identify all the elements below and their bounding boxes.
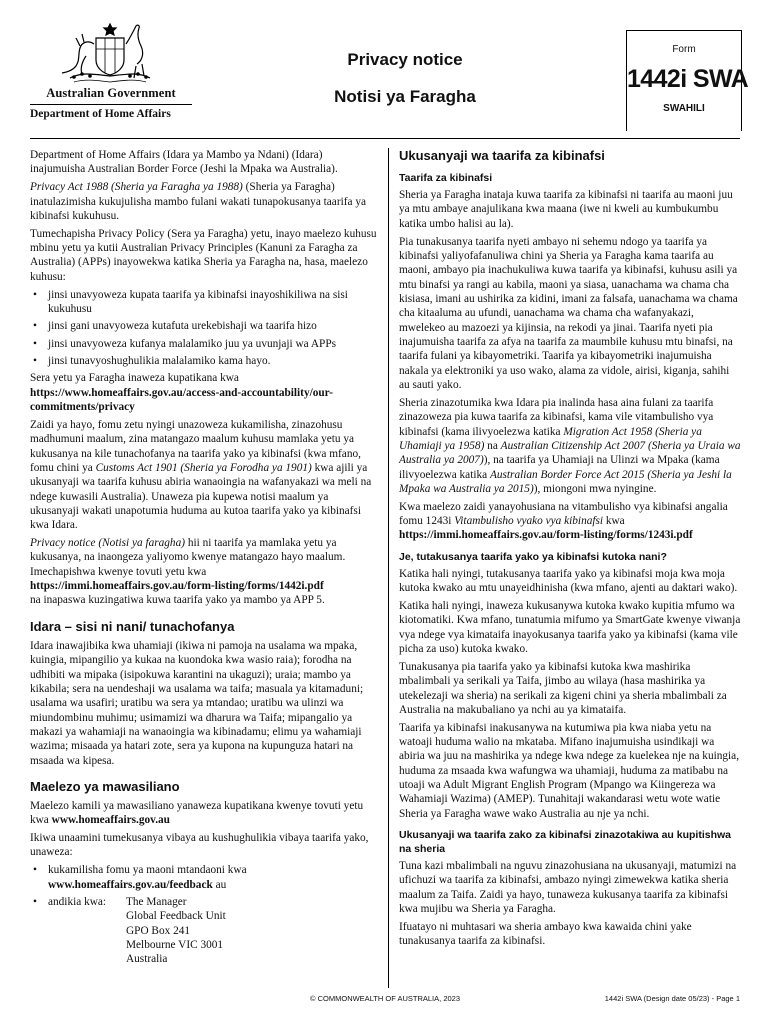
left-column (30, 148, 378, 970)
subheading-personal-info: Taarifa za kibinafsi (399, 172, 493, 184)
privacy-act-title: Privacy Act 1988 (Sheria ya Faragha ya 1988) (30, 181, 243, 194)
form-id-box (626, 30, 749, 131)
collect-direct-paragraph: Katika hali nyingi, tutakusanya taarifa yako ya kibinafsi moja kwa moja kutoka kwako au mtu unayeidhinisha (kwa mfano, ajenti au daktari wako). (399, 567, 738, 595)
collect-contractors-paragraph: Taarifa ya kibinafsi inakusanywa na kutumiwa pia kwa niaba yetu na watoaji huduma walio na mkataba. Mifano inajumuisha usindikaji wa abiria wa juu na mashirika ya ndege kwa ndege za kuelekea nje na kuingia, huduma za msaada kwa wafungwa wa uhamiaji, huduma za matibabu na utoaji wa Adult Migrant English Program (Mpango wa Kiingereza wa Wahamiaji Wazima) (AMEP). Tunahitaji wakandarasi wetu wote watie Sheria ya Faragha wawe wako Australia au nje ya nchi. (399, 721, 740, 820)
subheading-collect-by-law: Ukusanyaji wa taarifa zako za kibinafsi zinazotakiwa au kupitishwa na sheria (399, 829, 732, 856)
notice-paragraph: Privacy notice (Notisi ya faragha) hii ni taarifa ya mamlaka yetu ya kukusanya, na inaongeza yaliyomo kwenye matangazo hayo maalum. Imechapishwa kwenye tovuti yetu kwa https://immi.homeaffairs.gov.au/form-listing/forms/1442i.pdf na inapaswa kuzingatiwa kuwa taarifa yako ya mambo ya APP 5. (30, 537, 346, 607)
list-item: • kukamilisha fomu ya maoni mtandaoni kwa www.homeaffairs.gov.au/feedback au (30, 863, 378, 892)
section-heading-department: Idara – sisi ni nani/ tunachofanya (30, 618, 235, 634)
column-divider (388, 148, 389, 988)
list-item: • jinsi unavyoweza kufanya malalamiko juu ya uvunjaji wa APPs (30, 337, 378, 351)
sensitive-info-paragraph: Pia tunakusanya taarifa nyeti ambayo ni sehemu ndogo ya taarifa ya kibinafsi yaliyofafanuliwa chini ya Sheria ya Faragha kama taarifa au maoni, ambayo pia inachukuliwa kuwa taarifa ya kibinafsi, kuhusu asili ya mtu binafsi ya rangi au kabila, maoni ya siasa, uanachama wa chama cha kisiasa, imani au ushirika za kidini, imani za falsafa, uanachama wa chama cha kitaaluma au ufundi, uanachama wa chama cha wafanyakazi, mwelekeo au mazoezi ya kijinsia, na rekodi ya jinai. Taarifa nyeti pia inajumuisha taarifa za afya na taarifa za maumbile kuhusu mtu binafsi, na taarifa fulani ya kibayometriki. Taarifa ya kibayometriki inajumuisha nakala ya elektroniki ya uso wako, alama za vidole, airisi, kiganja, sahihi au sauti yako. (399, 235, 738, 391)
laws-paragraph: Tuna kazi mbalimbali na nguvu zinazohusiana na ukusanyaji, matumizi na ufichuzi wa taarifa za kibinafsi, ambazo nyingi zimewekwa katika sheria maalum za Taifa. Zaidi ya hayo, tunaweza kukusanya taarifa za kibinafsi kwa mujibu wa Sheria ya Faragha. (399, 860, 737, 916)
feedback-link[interactable]: www.homeaffairs.gov.au/feedback (48, 878, 213, 891)
list-item (30, 895, 378, 967)
section-heading-contact: Maelezo ya mawasiliano (30, 778, 180, 794)
address-line: Melbourne VIC 3001 (126, 939, 224, 951)
header-divider (30, 138, 740, 139)
complaint-paragraph: Ikiwa unaamini tumekusanya vibaya au kushughulikia vibaya taarifa yako, unaweza: (30, 832, 369, 859)
form-label: Form (672, 44, 696, 55)
list-item: • jinsi gani unavyoweza kutafuta urekebishaji wa taarifa hizo (30, 319, 378, 333)
copyright-notice: © COMMONWEALTH OF AUSTRALIA, 2023 (310, 994, 460, 1003)
form-1243i-link[interactable]: https://immi.homeaffairs.gov.au/form-listing/forms/1243i.pdf (399, 529, 693, 542)
list-item: • jinsi tunavyoshughulikia malalamiko kama hayo. (30, 354, 378, 368)
identifiers-form-paragraph: Kwa maelezo zaidi yanayohusiana na vitambulisho vya kibinafsi angalia fomu 1243i Vitambulisho vyako vya kibinafsi kwa https://immi.homeaffairs.gov.au/form-listing/forms/1243i.pdf (399, 500, 728, 542)
form-1442i-link[interactable]: https://immi.homeaffairs.gov.au/form-listing/forms/1442i.pdf (30, 580, 324, 593)
address-line: GPO Box 241 (126, 924, 191, 937)
page-title-swahili: Notisi ya Faragha (334, 87, 476, 106)
government-name: Australian Government (46, 86, 176, 100)
policy-location-paragraph: Sera yetu ya Faragha inaweza kupatikana kwa https://www.homeaffairs.gov.au/access-and-accountability/our-commitments/privacy (30, 372, 334, 413)
contact-bullet-list (30, 863, 378, 966)
forms-paragraph: Zaidi ya hayo, fomu zetu nyingi unazoweza kukamilisha, zinazohusu madhumuni maalum, zina matangazo maalum kuhusu mamlaka yetu ya kukusanya na kile tunachofanya na taarifa yako ya kibinafsi (kwa mfano, fomu chini ya Customs Act 1901 (Sheria ya Forodha ya 1901) kwa ajili ya ukusanyaji wa taarifa kuhusu abiria wanaoingia na wafanyakazi wa meli na ndege kuwasili Australia). Unaweza pia kupewa notisi maalum ya ukusanyaji wakati unapotumia huduma au kutoa taarifa yako ya kibinafsi kwa Idara. (30, 418, 372, 532)
subheading-collect-from: Je, tutakusanya taarifa yako ya kibinafsi kutoka nani? (399, 550, 667, 563)
address-line: The Manager (126, 895, 187, 908)
address-line: Australia (126, 953, 168, 966)
right-column (399, 148, 741, 952)
contact-paragraph: Maelezo kamili ya mawasiliano yanaweza kupatikana kwenye tovuti yetu kwa www.homeaffairs.gov.au (30, 799, 364, 827)
logo-divider (30, 104, 192, 105)
department-paragraph: Idara inawajibika kwa uhamiaji (ikiwa ni pamoja na usalama wa mpaka, kuingia, mipangilio ya kukaa na kuondoka kwa wasio raia); forodha na udhibiti wa mipaka (isipokuwa karantini na ukaguzi); uraia; mambo ya kikabila; sera na uendeshaji wa usalama wa taifa; masuala ya kitamaduni; usalama wa usafiri; uratibu wa sera ya mtandao; uratibu wa ulinzi wa miundombinu muhimu; usimamizi wa dharura wa Taifa; mipangalio ya makazi ya wahamiaji na wanaoingia wa kibinadamu; elimu ya wahamiaji wazima; misaada ya hatari zote, sera ya kupona na kupunguza hatari na msaada wa kipesa. (30, 639, 364, 767)
collect-agencies-paragraph: Tunakusanya pia taarifa yako ya kibinafsi kutoka kwa mashirika mbalimbali ya serikali ya Taifa, jimbo au wilaya (hasa mashirika ya utekelezaji wa sheria) na serikali za kigeni chini ya sheria mbalimbali za Australia na makubaliano ya nchi au ya kimataifa. (399, 660, 727, 716)
privacy-act-paragraph: Privacy Act 1988 (Sheria ya Faragha ya 1988) (Sheria ya Faragha) inatulazimisha kukujulisha mambo fulani wakati tunapokusanya taarifa ya kibinafsi kukuhusu. (30, 181, 366, 222)
identifiers-paragraph: Sheria zinazotumika kwa Idara pia inalinda hasa aina fulani za taarifa zinazoweza pia kuwa taarifa za kibinafsi, kama vile vitambulisho vya kibinafsi (kama ilivyoelezwa katika Migration Act 1958 (Sheria ya Uhamiaji ya 1958) na Australian Citizenship Act 2007 (Sheria ya Uraia wa Australia ya 2007)), na taarifa ya Uhamiaji na Ulinzi wa Mpaka (kama ilivyoelezwa katika Australian Border Force Act 2015 (Sheria ya Jeshi la Mpaka wa Australia ya 2015)), miongoni mwa nyingine. (399, 396, 741, 495)
page-title-english: Privacy notice (347, 50, 463, 69)
homeaffairs-link[interactable]: www.homeaffairs.gov.au (51, 814, 170, 827)
department-name: Department of Home Affairs (30, 108, 171, 120)
postal-address: • andikia kwa: The Manager Global Feedback Unit GPO Box 241 Melbourne VIC 3001 Australia (48, 895, 226, 966)
list-item: • jinsi unavyoweza kupata taarifa ya kibinafsi inayoshikiliwa na sisi kukuhusu (30, 288, 378, 317)
form-number: 1442i SWA (627, 65, 749, 93)
privacy-policy-link[interactable]: https://www.homeaffairs.gov.au/access-and-accountability/our-commitments/privacy (30, 386, 334, 413)
collect-automated-paragraph: Katika hali nyingi, inaweza kukusanywa kutoka kwako kupitia mfumo wa kiotomatiki. Kwa mfano, tunatumia mifumo ya SmartGate kwenye viwanja vya ndege vya kimataifa inayokusanya taarifa yako ya kibinafsi (kama vile picha za uso) kutoka kwako. (399, 599, 741, 655)
section-heading-collection: Ukusanyaji wa taarifa za kibinafsi (399, 148, 605, 163)
privacy-policy-paragraph: Tumechapisha Privacy Policy (Sera ya Faragha) yetu, inayo maelezo kuhusu mbinu yetu ya kutii Australian Privacy Principles (Kanuni za Faragha za Australia) (APPs) inayowekwa katika Sheria ya Faragha na, hasa, maelezo kuhusu: (30, 227, 377, 283)
policy-bullet-list (30, 288, 378, 369)
form-page-info: 1442i SWA (Design date 05/23) - Page 1 (604, 994, 740, 1003)
laws-summary-paragraph: Ifuatayo ni muhtasari wa sheria ambayo kwa kawaida chini yake tunakusanya taarifa za kibinafsi. (399, 920, 692, 948)
form-language: SWAHILI (663, 103, 705, 114)
intro-paragraph: Department of Home Affairs (Idara ya Mambo ya Ndani) (Idara) inajumuisha Australian Border Force (Jeshi la Mpaka wa Australia). (30, 149, 338, 176)
coat-of-arms-icon (50, 22, 170, 86)
personal-info-paragraph: Sheria ya Faragha inataja kuwa taarifa za kibinafsi ni taarifa au maoni juu ya mtu ambaye anajulikana kwa maana (iwe ni kweli au kumbukumbu katika umbo halisi au la). (399, 189, 733, 230)
address-line: Global Feedback Unit (126, 910, 226, 923)
